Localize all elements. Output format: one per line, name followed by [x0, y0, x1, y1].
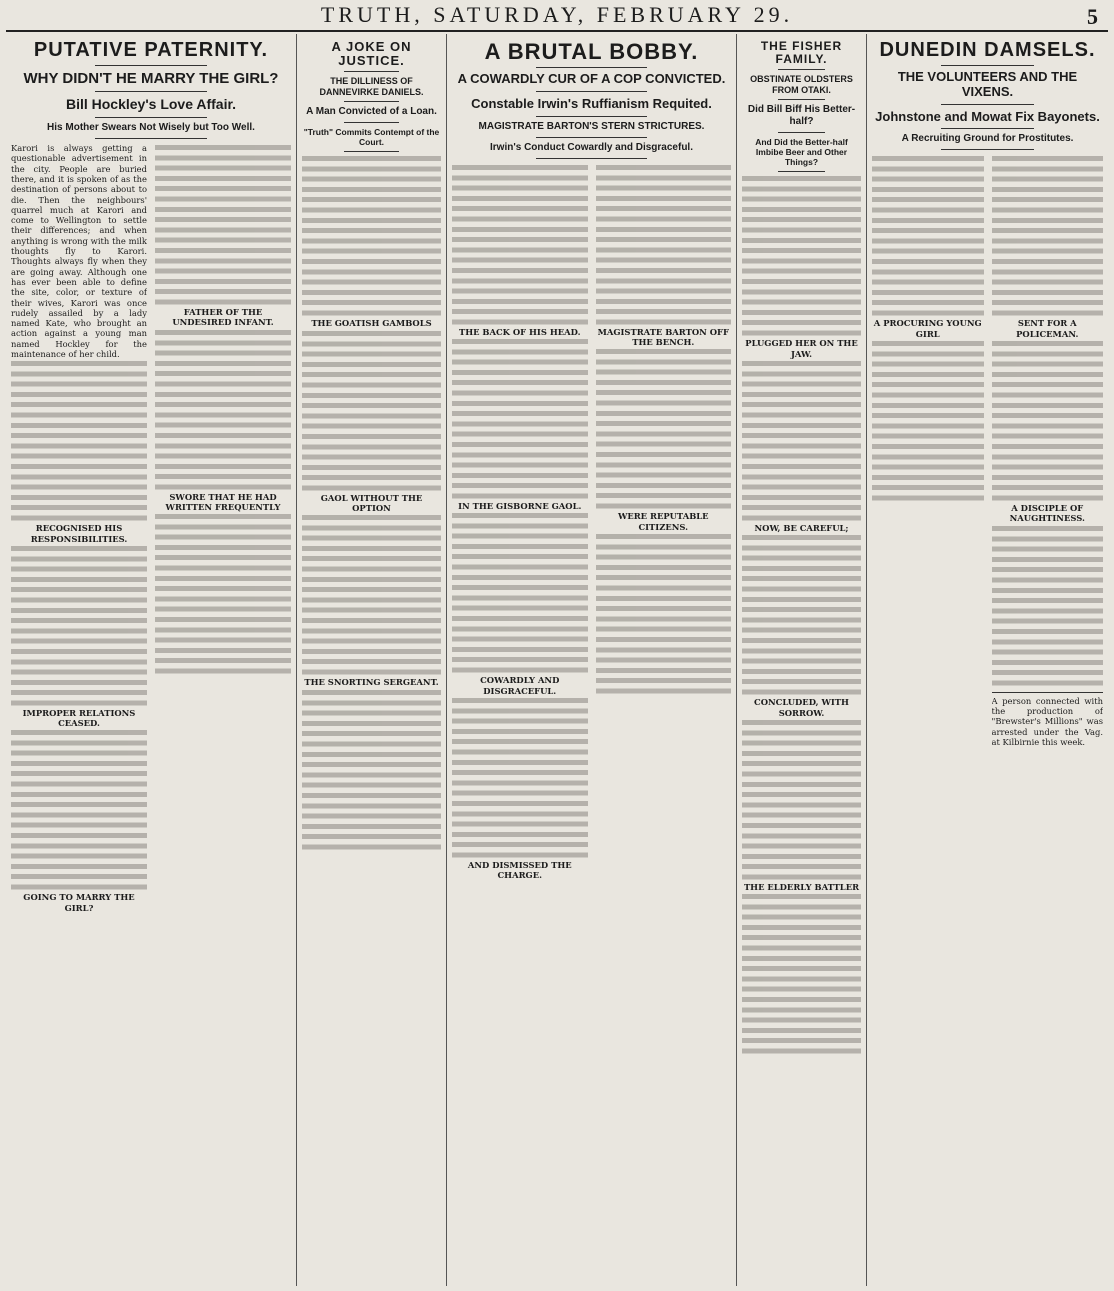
divider	[941, 104, 1033, 105]
page-number: 5	[1087, 4, 1098, 29]
putative-subhead: WHY DIDN'T HE MARRY THE GIRL?	[23, 70, 279, 87]
divider	[536, 137, 648, 138]
body-filler	[872, 156, 984, 316]
body-filler	[11, 730, 147, 890]
masthead	[6, 0, 1108, 32]
dunedin-body	[872, 154, 1103, 747]
divider	[95, 91, 207, 92]
fisher-deck2: And Did the Better-half Imbibe Beer and Other Things?	[755, 136, 848, 168]
column-dunedin-damsels	[866, 34, 1108, 1286]
body-filler	[155, 145, 291, 305]
putative-headline: PUTATIVE PATERNITY.	[33, 39, 269, 61]
divider	[95, 138, 207, 139]
joke-subhead: THE DILLINESS OF DANNEVIRKE DANIELS.	[319, 76, 424, 97]
divider	[344, 101, 400, 102]
fisher-section3: CONCLUDED, WITH SORROW.	[754, 697, 849, 718]
bobby-headline: A BRUTAL BOBBY.	[484, 39, 699, 64]
divider	[344, 151, 400, 152]
body-filler	[992, 526, 1104, 686]
dunedin-subhead: THE VOLUNTEERS AND THE VIXENS.	[897, 69, 1078, 99]
joke-section2: GAOL WITHOUT THE OPTION	[320, 492, 423, 513]
body-filler	[155, 514, 291, 674]
body-filler	[992, 156, 1104, 316]
dunedin-deck2: A Recruiting Ground for Prostitutes.	[901, 133, 1074, 145]
divider	[536, 67, 648, 68]
body-filler	[11, 546, 147, 706]
joke-deck2: "Truth" Commits Contempt of the Court.	[303, 126, 440, 148]
body-filler	[742, 720, 861, 880]
dunedin-section2: A PROCURING YOUNG GIRL	[873, 318, 982, 339]
dunedin-aside: A person connected with the production of "Brewster's Millions" was arrested under the Vag. at Kilbirnie this week.	[992, 692, 1104, 747]
bobby-deck1: Constable Irwin's Ruffianism Requited.	[471, 96, 712, 112]
fisher-headline: THE FISHER FAMILY.	[760, 39, 843, 66]
putative-col2-section1: SWORE THAT HE HAD WRITTEN FREQUENTLY	[165, 491, 281, 512]
bobby-subhead: A COWARDLY CUR OF A COP CONVICTED.	[457, 71, 726, 87]
dunedin-section1: SENT FOR A POLICEMAN.	[1016, 318, 1079, 339]
dunedin-headline: DUNEDIN DAMSELS.	[879, 39, 1096, 61]
fisher-section2: NOW, BE CAREFUL;	[754, 523, 849, 534]
divider	[95, 117, 207, 118]
body-filler	[742, 361, 861, 521]
body-filler	[742, 535, 861, 695]
divider	[778, 171, 826, 172]
body-filler	[155, 330, 291, 490]
fisher-section1: PLUGGED HER ON THE JAW.	[745, 338, 858, 359]
column-joke-on-justice	[296, 34, 446, 1286]
divider	[95, 65, 207, 66]
bobby-section3: MAGISTRATE BARTON OFF THE BENCH.	[597, 326, 729, 347]
divider	[536, 91, 648, 92]
body-filler	[452, 513, 588, 673]
divider	[778, 99, 826, 100]
body-filler	[302, 690, 441, 850]
dunedin-deck1: Johnstone and Mowat Fix Bayonets.	[875, 108, 1100, 124]
dunedin-section3: A DISCIPLE OF NAUGHTINESS.	[1009, 503, 1085, 524]
divider	[344, 122, 400, 123]
divider	[536, 158, 648, 159]
joke-deck1: A Man Convicted of a Loan.	[306, 105, 437, 117]
body-filler	[452, 339, 588, 499]
bobby-section4: WERE REPUTABLE CITIZENS.	[617, 511, 709, 532]
column-putative-paternity	[6, 34, 296, 1286]
divider	[344, 71, 400, 72]
divider	[778, 132, 826, 133]
bobby-section1: THE BACK OF HIS HEAD.	[458, 326, 581, 337]
bobby-deck3: Irwin's Conduct Cowardly and Disgraceful.	[490, 141, 693, 153]
body-filler	[596, 165, 732, 325]
putative-section3: GOING TO MARRY THE GIRL?	[23, 892, 135, 913]
body-filler	[596, 534, 732, 694]
divider	[536, 116, 648, 117]
masthead-title: TRUTH, SATURDAY, FEBRUARY 29.	[320, 2, 794, 27]
fisher-subhead: OBSTINATE OLDSTERS FROM OTAKI.	[750, 74, 853, 95]
divider	[778, 69, 826, 70]
bobby-section5: COWARDLY AND DISGRACEFUL.	[480, 675, 560, 696]
divider	[941, 128, 1033, 129]
bobby-body	[452, 163, 731, 883]
putative-deck2: His Mother Swears Not Wisely but Too Well.	[47, 122, 255, 134]
column-brutal-bobby	[446, 34, 736, 1286]
body-filler	[302, 515, 441, 675]
divider	[941, 65, 1033, 66]
body-filler	[596, 349, 732, 509]
bobby-section2: IN THE GISBORNE GAOL.	[458, 500, 582, 511]
column-fisher-family	[736, 34, 866, 1286]
putative-col2-section2: FATHER OF THE UNDESIRED INFANT.	[172, 307, 274, 328]
columns	[6, 34, 1108, 1286]
joke-headline: A JOKE ON JUSTICE.	[331, 39, 412, 68]
bobby-section6: AND DISMISSED THE CHARGE.	[467, 859, 572, 881]
body-filler	[872, 341, 984, 501]
body-filler	[742, 894, 861, 1054]
body-filler	[302, 156, 441, 316]
body-filler	[452, 165, 588, 325]
body-filler	[11, 361, 147, 521]
putative-section1: RECOGNISED HIS RESPONSIBILITIES.	[30, 523, 128, 544]
fisher-section4: THE ELDERLY BATTLER	[743, 881, 860, 892]
body-filler	[302, 331, 441, 491]
bobby-deck2: MAGISTRATE BARTON'S STERN STRICTURES.	[478, 120, 705, 132]
joke-section3: THE SNORTING SERGEANT.	[304, 677, 439, 688]
body-filler	[992, 341, 1104, 501]
divider	[941, 149, 1033, 150]
fisher-deck1: Did Bill Biff His Better-half?	[747, 103, 856, 127]
putative-lead: Karori is always getting a questionable advertisement in the city. People are buried there, and it is spoken of as the destination of persons about to die. Then the neighbours' quarrel much at Karori and come to Wellington to settle their differences; and when anything is wrong with the milk thoughts fly to Karori. Thoughts always fly when they are going away. Although one has ever been able to define the site, color, or texture of their wives, Karori was once rudely assailed by a lady named Kate, who brought an action against a young man named Hockley for the maintenance of her child.	[11, 143, 147, 359]
joke-section1: THE GOATISH GAMBOLS	[311, 318, 432, 329]
putative-body	[11, 143, 291, 915]
putative-section2: IMPROPER RELATIONS CEASED.	[22, 707, 136, 729]
putative-deck1: Bill Hockley's Love Affair.	[65, 96, 237, 113]
body-filler	[452, 698, 588, 858]
body-filler	[742, 176, 861, 336]
